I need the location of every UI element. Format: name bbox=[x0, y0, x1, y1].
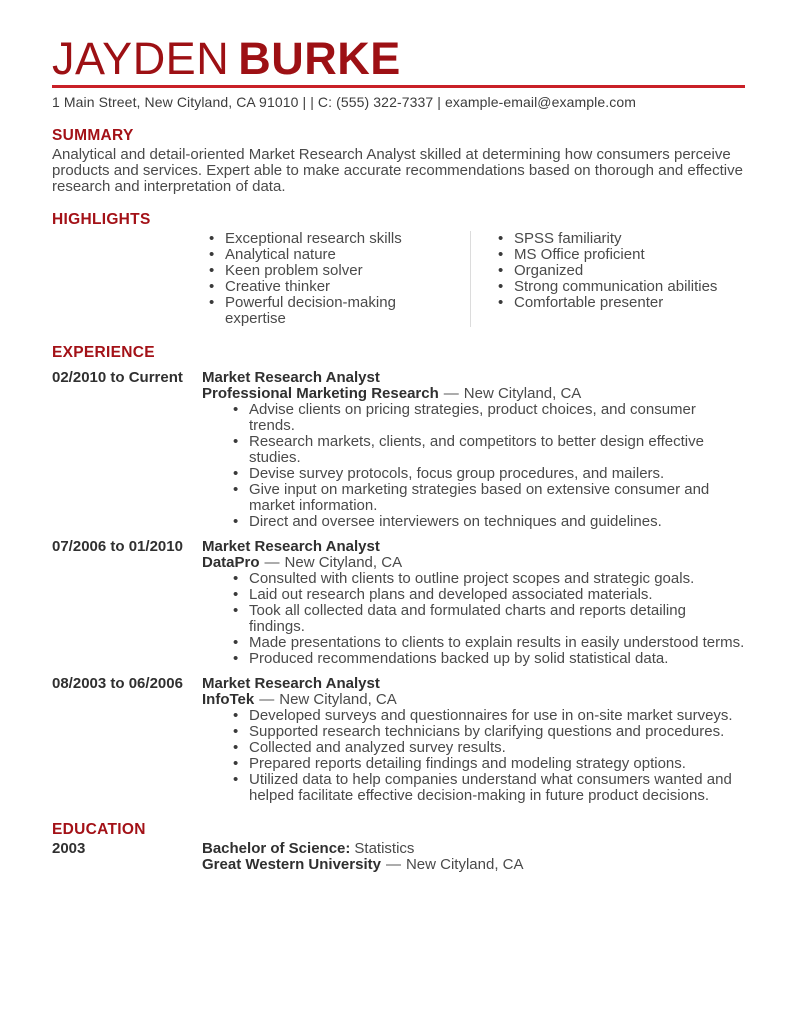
school-location: New Cityland, CA bbox=[405, 856, 524, 874]
job-company: DataPro bbox=[202, 554, 260, 572]
education-degree-line bbox=[202, 841, 745, 857]
job-bullet: • Developed surveys and questionnaires for use in on-site market surveys. bbox=[232, 708, 745, 724]
job-bullet: • Laid out research plans and developed associated materials. bbox=[232, 587, 745, 603]
education-entry bbox=[52, 841, 745, 873]
job-bullet: • Give input on marketing strategies based on extensive consumer and market information. bbox=[232, 482, 745, 514]
job-bullet: • Direct and oversee interviewers on techniques and guidelines. bbox=[232, 514, 745, 530]
job-company-line bbox=[202, 386, 745, 402]
experience-entry-3 bbox=[52, 676, 745, 804]
highlights-list-right bbox=[497, 231, 717, 311]
dash-separator: — bbox=[385, 856, 401, 874]
highlight-item: • Creative thinker bbox=[208, 279, 453, 295]
job-bullet-list bbox=[202, 708, 745, 804]
job-bullet-list bbox=[202, 571, 745, 667]
summary-text: Analytical and detail-oriented Market Research Analyst skilled at determining how consumers perceive products and services. Expert able to make accurate recommendations based on thorough and effective research and interpretation of data. bbox=[52, 146, 743, 195]
job-bullet: • Collected and analyzed survey results. bbox=[232, 740, 745, 756]
education-heading: EDUCATION bbox=[52, 821, 146, 839]
job-location: New Cityland, CA bbox=[284, 554, 403, 572]
degree-field: Statistics bbox=[354, 840, 415, 858]
job-dates: 02/2010 to Current bbox=[52, 369, 183, 387]
highlight-item: • MS Office proficient bbox=[497, 247, 717, 263]
job-title: Market Research Analyst bbox=[202, 369, 380, 387]
job-bullet: • Consulted with clients to outline project scopes and strategic goals. bbox=[232, 571, 745, 587]
highlight-item: • SPSS familiarity bbox=[497, 231, 717, 247]
job-company-line bbox=[202, 692, 745, 708]
highlight-item: • Exceptional research skills bbox=[208, 231, 453, 247]
job-bullet: • Made presentations to clients to explain results in easily understood terms. bbox=[232, 635, 745, 651]
school-name: Great Western University bbox=[202, 856, 381, 874]
highlights-column-left bbox=[208, 231, 471, 327]
contact-info: 1 Main Street, New Cityland, CA 91010 | | C: (555) 322-7337 | example-email@example.com bbox=[52, 94, 636, 110]
summary-heading: SUMMARY bbox=[52, 127, 134, 144]
dash-separator: — bbox=[264, 554, 280, 572]
highlight-item: • Analytical nature bbox=[208, 247, 453, 263]
education-year: 2003 bbox=[52, 840, 86, 858]
header-divider-rule bbox=[52, 85, 745, 88]
dash-separator: — bbox=[443, 385, 459, 403]
job-details bbox=[202, 539, 745, 667]
degree-label: Bachelor of Science: bbox=[202, 840, 351, 858]
candidate-name bbox=[52, 33, 745, 84]
experience-heading: EXPERIENCE bbox=[52, 344, 155, 362]
job-details bbox=[202, 370, 745, 530]
job-company: Professional Marketing Research bbox=[202, 385, 439, 403]
job-bullet: • Supported research technicians by clarifying questions and procedures. bbox=[232, 724, 745, 740]
dash-separator: — bbox=[259, 691, 275, 709]
job-dates: 07/2006 to 01/2010 bbox=[52, 538, 183, 556]
job-bullet: • Prepared reports detailing findings and modeling strategy options. bbox=[232, 756, 745, 772]
job-bullet: • Produced recommendations backed up by solid statistical data. bbox=[232, 651, 745, 667]
highlights-columns bbox=[208, 231, 745, 327]
highlights-column-right bbox=[471, 231, 717, 327]
job-bullet: • Utilized data to help companies understand what consumers wanted and helped facilitate effective decision-making in future product decisions. bbox=[232, 772, 745, 804]
highlight-item: • Comfortable presenter bbox=[497, 295, 717, 311]
job-bullet: • Took all collected data and formulated charts and reports detailing findings. bbox=[232, 603, 745, 635]
job-dates: 08/2003 to 06/2006 bbox=[52, 675, 183, 693]
highlights-heading: HIGHLIGHTS bbox=[52, 211, 151, 229]
job-location: New Cityland, CA bbox=[463, 385, 582, 403]
job-company-line bbox=[202, 555, 745, 571]
job-bullet: • Devise survey protocols, focus group procedures, and mailers. bbox=[232, 466, 745, 482]
highlights-list-left bbox=[208, 231, 460, 327]
highlight-item: • Powerful decision-making expertise bbox=[208, 295, 453, 327]
education-school-line bbox=[202, 857, 745, 873]
highlight-item: • Strong communication abilities bbox=[497, 279, 717, 295]
job-bullet-list bbox=[202, 402, 745, 530]
job-bullet: • Research markets, clients, and competitors to better design effective studies. bbox=[232, 434, 745, 466]
job-company: InfoTek bbox=[202, 691, 255, 709]
job-bullet: • Advise clients on pricing strategies, product choices, and consumer trends. bbox=[232, 402, 745, 434]
highlight-item: • Organized bbox=[497, 263, 717, 279]
experience-entry-1 bbox=[52, 370, 745, 530]
job-title: Market Research Analyst bbox=[202, 675, 380, 693]
highlight-item: • Keen problem solver bbox=[208, 263, 453, 279]
job-title: Market Research Analyst bbox=[202, 538, 380, 556]
candidate-first-name: JAYDEN bbox=[52, 33, 230, 84]
candidate-last-name: BURKE bbox=[238, 33, 401, 84]
experience-entry-2 bbox=[52, 539, 745, 667]
job-location: New Cityland, CA bbox=[279, 691, 397, 709]
job-details bbox=[202, 676, 745, 804]
education-details bbox=[202, 841, 745, 873]
